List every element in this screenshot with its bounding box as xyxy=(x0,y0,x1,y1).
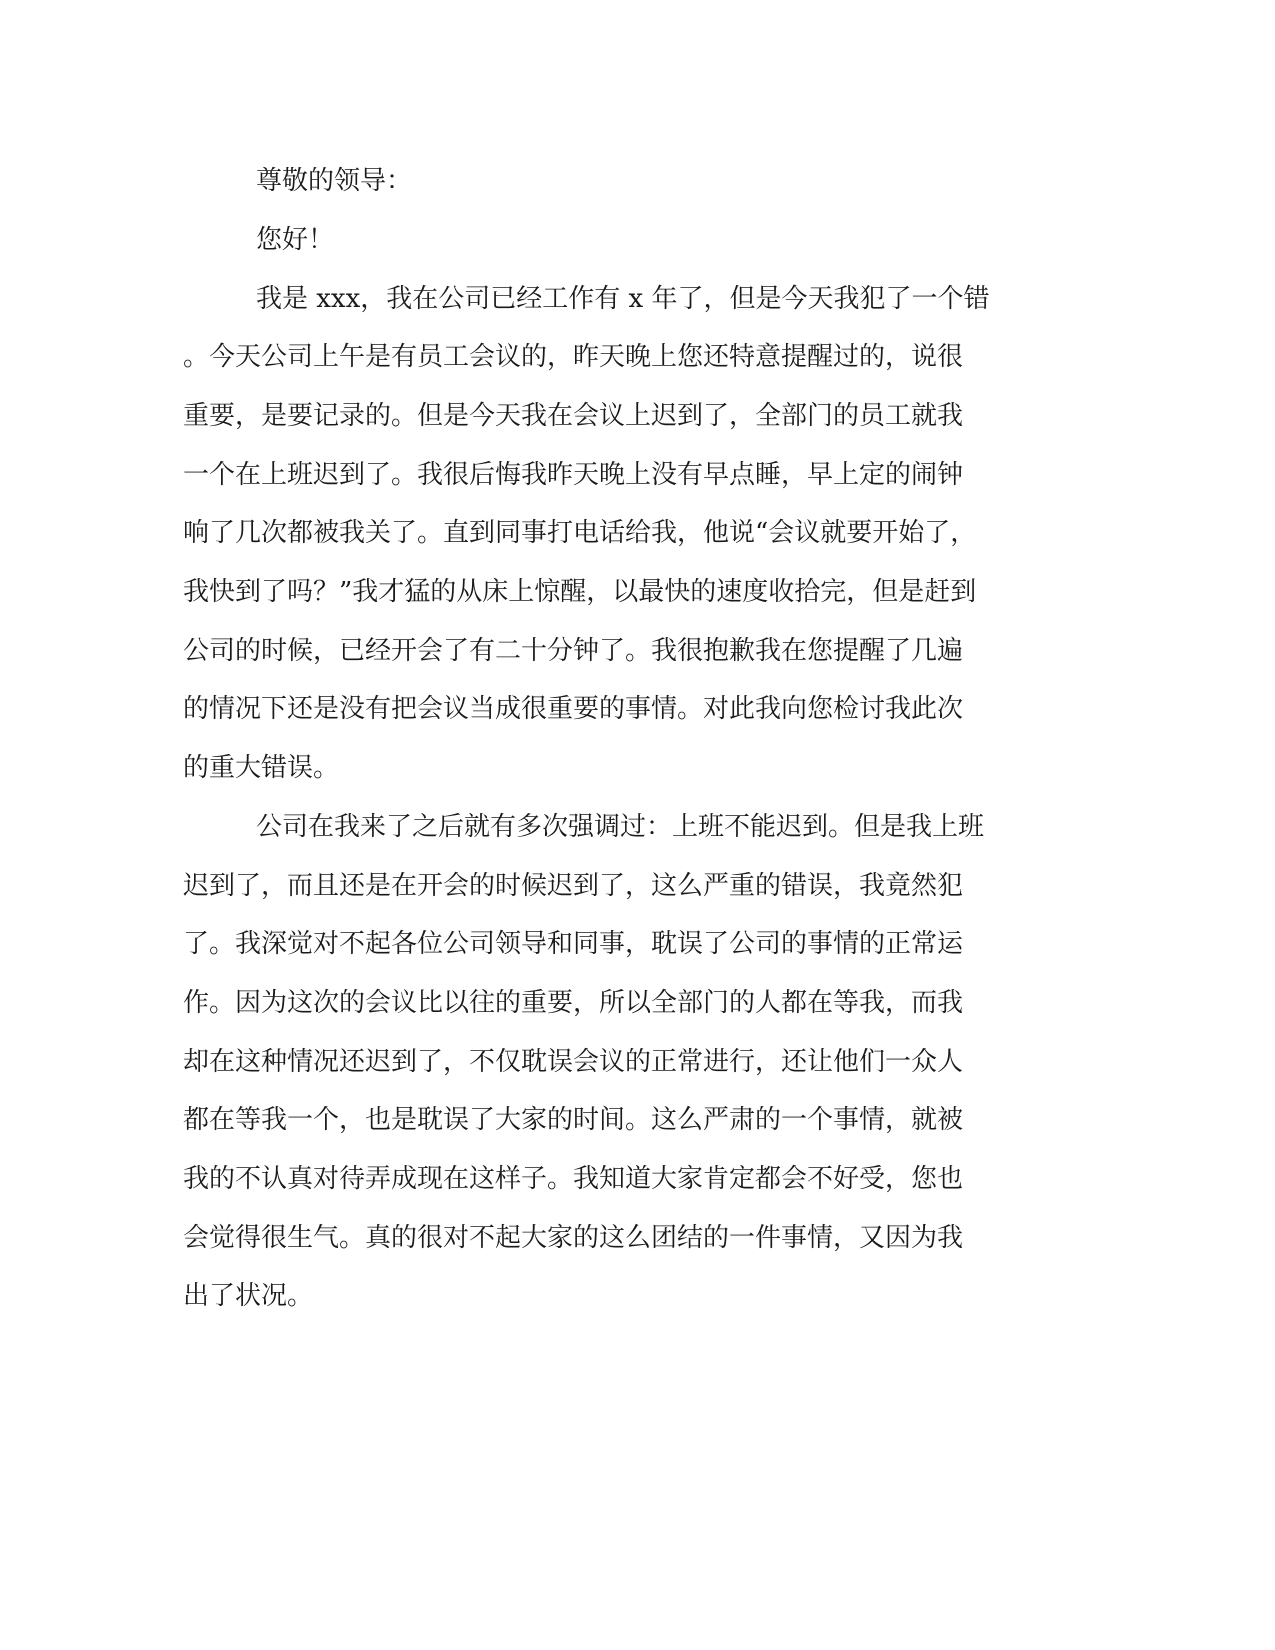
paragraph-2-line: 出了状况。 xyxy=(183,1281,314,1311)
paragraph-1-line: 响了几次都被我关了。直到同事打电话给我，他说“会议就要开始了， xyxy=(183,518,977,548)
salutation: 尊敬的领导： xyxy=(256,166,413,196)
paragraph-2-line: 都在等我一个，也是耽误了大家的时间。这么严肃的一个事情，就被 xyxy=(183,1105,964,1135)
paragraph-1-line: 我是 xxx，我在公司已经工作有 x 年了，但是今天我犯了一个错 xyxy=(256,284,990,314)
paragraph-1-line: 的重大错误。 xyxy=(183,753,340,783)
paragraph-1-line: 重要，是要记录的。但是今天我在会议上迟到了，全部门的员工就我 xyxy=(183,401,964,431)
paragraph-2-line: 作。因为这次的会议比以往的重要，所以全部门的人都在等我，而我 xyxy=(183,988,964,1018)
paragraph-2-line: 我的不认真对待弄成现在这样子。我知道大家肯定都会不好受，您也 xyxy=(183,1164,964,1194)
paragraph-2-line: 了。我深觉对不起各位公司领导和同事，耽误了公司的事情的正常运 xyxy=(183,929,964,959)
paragraph-2-line: 公司在我来了之后就有多次强调过：上班不能迟到。但是我上班 xyxy=(256,812,985,842)
paragraph-1-line: 公司的时候，已经开会了有二十分钟了。我很抱歉我在您提醒了几遍 xyxy=(183,636,964,666)
paragraph-1-line: 我快到了吗？”我才猛的从床上惊醒，以最快的速度收拾完，但是赶到 xyxy=(183,577,977,607)
paragraph-2-line: 却在这种情况还迟到了，不仅耽误会议的正常进行，还让他们一众人 xyxy=(183,1047,964,1077)
paragraph-1-line: 。今天公司上午是有员工会议的，昨天晚上您还特意提醒过的，说很 xyxy=(183,342,964,372)
greeting: 您好！ xyxy=(256,225,335,255)
paragraph-1-line: 的情况下还是没有把会议当成很重要的事情。对此我向您检讨我此次 xyxy=(183,694,964,724)
paragraph-1-line: 一个在上班迟到了。我很后悔我昨天晚上没有早点睡，早上定的闹钟 xyxy=(183,460,964,490)
paragraph-2-line: 会觉得很生气。真的很对不起大家的这么团结的一件事情，又因为我 xyxy=(183,1223,964,1253)
paragraph-2-line: 迟到了，而且还是在开会的时候迟到了，这么严重的错误，我竟然犯 xyxy=(183,871,964,901)
